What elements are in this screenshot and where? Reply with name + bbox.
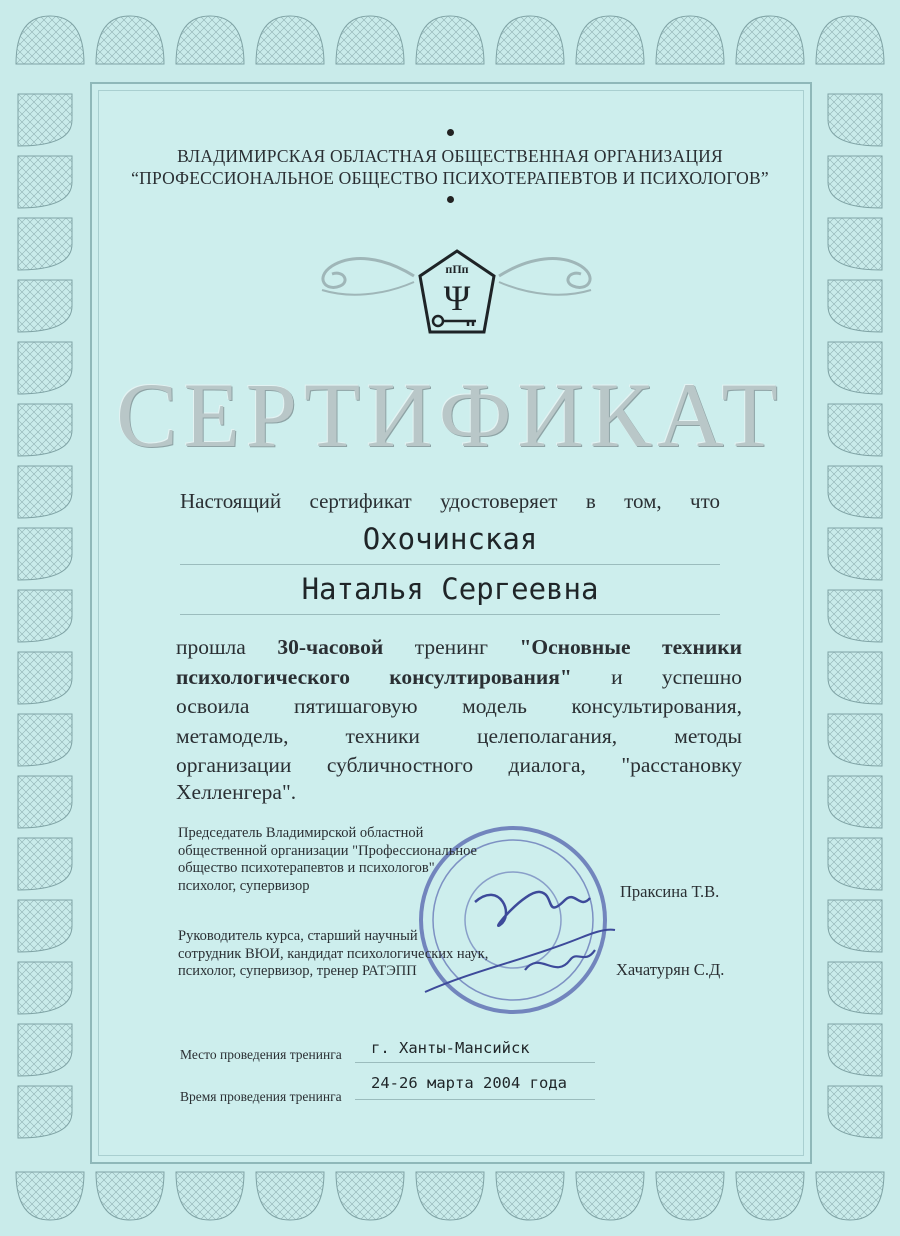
organization-line-1: ВЛАДИМИРСКАЯ ОБЛАСТНАЯ ОБЩЕСТВЕННАЯ ОРГАНИЗАЦИЯ xyxy=(177,146,723,166)
training-time-label: Время проведения тренинга xyxy=(180,1089,342,1104)
certificate-title: СЕРТИФИКАТ xyxy=(116,364,784,466)
course-title-part-1: "Основные техники xyxy=(519,635,743,659)
ornament-dot-bottom xyxy=(447,196,454,203)
signatory-2-name: Хачатурян С.Д. xyxy=(616,960,725,979)
organization-line-2: “ПРОФЕССИОНАЛЬНОЕ ОБЩЕСТВО ПСИХОТЕРАПЕВТОВ И ПСИХОЛОГОВ” xyxy=(131,168,769,188)
description-line-4: метамодель, техники целеполагания, методы xyxy=(176,723,742,748)
recipient-given-names: Наталья Сергеевна xyxy=(180,572,720,615)
signatory-1-name: Праксина Т.В. xyxy=(620,882,720,901)
left-flourish-ornament xyxy=(292,252,417,300)
signature-praksina xyxy=(475,892,590,926)
training-place-value: г. Ханты-Мансийск xyxy=(355,1039,595,1063)
psi-icon: Ψ xyxy=(443,278,471,318)
signatory-2-title: Руководитель курса, старший научный сотрудник ВЮИ, кандидат психологических наук, психолог, супервизор, тренер РАТЭПП xyxy=(178,928,489,979)
description-line-5: организации субличностного диалога, "расстановку xyxy=(176,753,742,777)
intro-statement: Настоящий сертификат удостоверяет в том, что xyxy=(180,489,720,513)
training-hours: 30 xyxy=(277,635,299,659)
ornament-dot-top xyxy=(447,129,454,136)
description-line-2: психологического консултирования" и успешно xyxy=(176,664,742,689)
right-flourish-ornament xyxy=(496,252,621,300)
course-title-part-2: психологического консултирования" xyxy=(176,664,572,689)
training-description xyxy=(176,633,742,781)
signatory-1-title: Председатель Владимирской областной общественной организации "Профессиональное общество психотерапевтов и психологов" психолог, супервизор xyxy=(178,825,477,894)
training-place-label: Место проведения тренинга xyxy=(180,1047,342,1062)
society-logo xyxy=(416,248,498,336)
logo-letters: пПп xyxy=(445,262,469,276)
description-line-6: Хелленгера". xyxy=(176,780,297,804)
description-line-3: освоила пятишаговую модель консультирования, xyxy=(176,694,742,718)
training-time-value: 24-26 марта 2004 года xyxy=(355,1072,595,1100)
description-line-1: прошла 30-часовой тренинг "Основные техники xyxy=(176,635,743,659)
recipient-surname: Охочинская xyxy=(180,522,720,565)
